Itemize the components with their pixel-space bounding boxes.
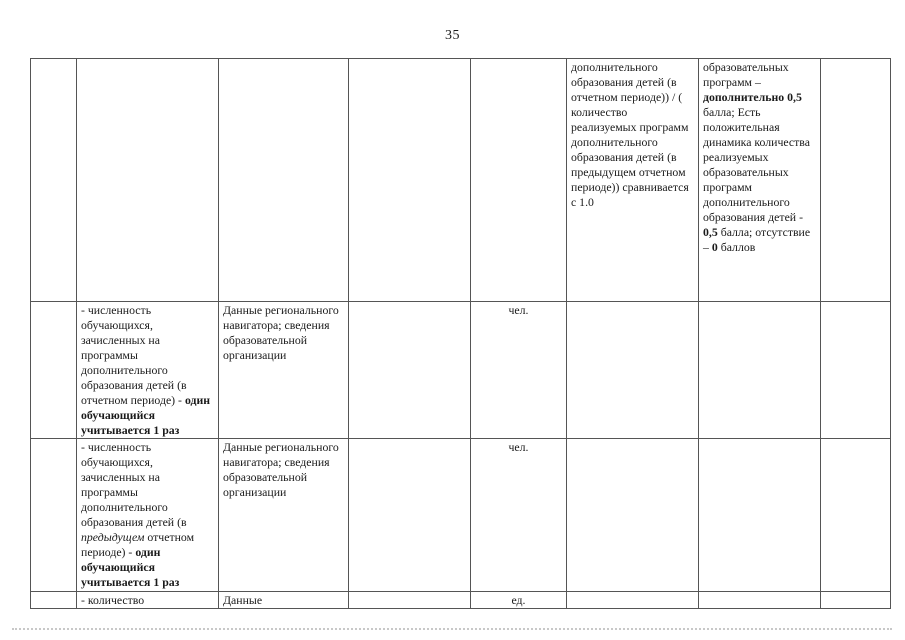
cell-empty	[821, 302, 891, 439]
document-table	[30, 58, 891, 609]
text-run: Данные	[223, 593, 263, 607]
text-run: предыдущем	[81, 530, 145, 544]
cell-empty	[821, 59, 891, 302]
table-row	[31, 302, 891, 439]
cell-source	[219, 59, 349, 302]
text-run: дополнительного образования детей (в отчетном периоде)) / ( количество реализуемых программ дополнительного образования детей (в предыдущем отчетном периоде)) сравнивается с 1.0	[571, 60, 689, 209]
text-run: Данные регионального навигатора; сведения образовательной организации	[223, 303, 339, 362]
cell-scoring	[699, 59, 821, 302]
text-run: 0,5	[703, 225, 718, 239]
table-row	[31, 439, 891, 592]
text-run: баллов	[717, 240, 756, 254]
cell-empty	[349, 302, 471, 439]
text-run: - численность обучающихся, зачисленных на программы дополнительного образования детей (в отчетном периоде) -	[81, 303, 187, 407]
cell-scoring	[699, 302, 821, 439]
text-run: образовательных программ –	[703, 60, 789, 89]
table-row	[31, 59, 891, 302]
cell-indicator	[77, 592, 219, 609]
cell-empty	[821, 592, 891, 609]
table-row	[31, 592, 891, 609]
text-run: балла; Есть положительная динамика количества реализуемых образовательных программ дополнительного образования детей -	[703, 105, 810, 224]
text-run: - количество	[81, 593, 145, 607]
text-run: отчетном периоде) -	[81, 530, 195, 559]
text-run: один обучающийся учитывается 1 раз	[81, 545, 180, 589]
cell-empty	[349, 59, 471, 302]
cell-unit	[471, 59, 567, 302]
page-number: 35	[445, 28, 460, 43]
cell-method	[567, 592, 699, 609]
text-run: Данные регионального навигатора; сведения образовательной организации	[223, 440, 339, 499]
cell-method	[567, 439, 699, 592]
cell-method	[567, 302, 699, 439]
cell-number	[31, 59, 77, 302]
cell-source	[219, 302, 349, 439]
text-run: - численность обучающихся, зачисленных на программы дополнительного образования детей (в	[81, 440, 187, 529]
cell-unit: ед.	[471, 592, 567, 609]
cell-unit: чел.	[471, 439, 567, 592]
cell-method	[567, 59, 699, 302]
cell-scoring	[699, 439, 821, 592]
scan-noise-line	[12, 628, 892, 630]
cell-scoring	[699, 592, 821, 609]
cell-empty	[349, 592, 471, 609]
cell-empty	[821, 439, 891, 592]
cell-number	[31, 439, 77, 592]
cell-indicator	[77, 302, 219, 439]
text-run: дополнительно 0,5	[703, 90, 802, 104]
text-run: балла; отсутствие –	[703, 225, 811, 254]
cell-unit: чел.	[471, 302, 567, 439]
cell-indicator	[77, 59, 219, 302]
text-run: 0	[711, 240, 718, 254]
cell-source	[219, 592, 349, 609]
cell-indicator	[77, 439, 219, 592]
cell-number	[31, 592, 77, 609]
cell-empty	[349, 439, 471, 592]
cell-source	[219, 439, 349, 592]
cell-number	[31, 302, 77, 439]
text-run: один обучающийся учитывается 1 раз	[81, 393, 211, 437]
